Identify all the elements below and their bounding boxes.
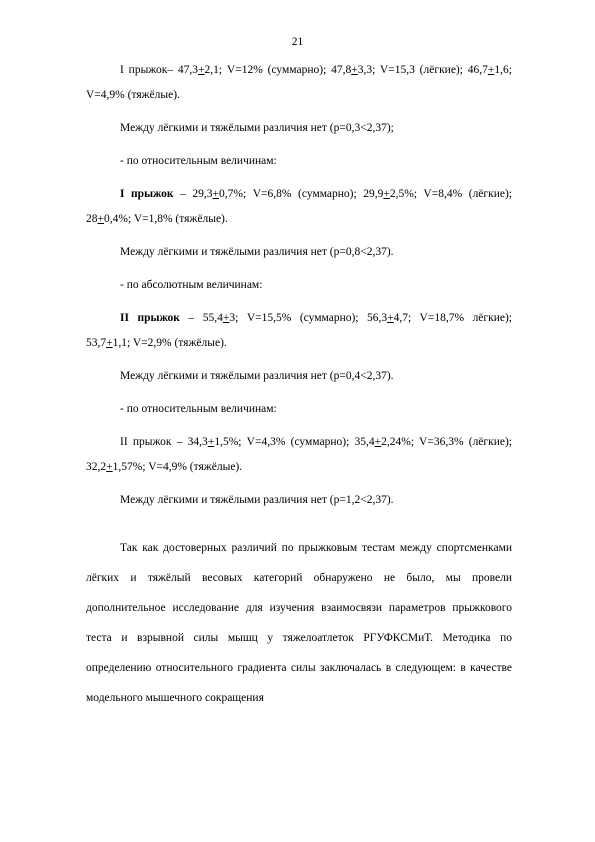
jump-label: I прыжок– [120, 64, 174, 76]
paragraph-jump2-relative: II прыжок – 34,3+1,5%; V=4,3% (суммарно); 35,4+2,24%; V=36,3% (лёгкие); 32,2+1,57%; V=4,9% (тяжёлые). [86, 436, 512, 473]
paragraph-method-intro: Так как достоверных различий по прыжковым тестам между спортсменками лёгких и тяжёлый весовых категорий обнаружено не было, мы провели дополнительное исследование для изучения взаимосвязи параметров прыжкового теста и взрывной силы мышц у тяжелоатлеток РГУФКСМиТ. Методика по определению относительного градиента силы заключалась в следующем: в качестве модельного мышечного сокращения [86, 542, 512, 704]
jump-label: II прыжок [120, 312, 180, 324]
paragraph-jump1-absolute: I прыжок– 47,3+2,1; V=12% (суммарно); 47,8+3,3; V=15,3 (лёгкие); 46,7+1,6; V=4,9% (тяжёлые). [86, 64, 512, 101]
paragraph-no-difference-1: Между лёгкими и тяжёлыми различия нет (p=0,3<2,37); [120, 122, 394, 134]
paragraph-relative-values-2: - по относительным величинам: [120, 403, 277, 415]
paragraph-no-difference-2: Между лёгкими и тяжёлыми различия нет (p=0,8<2,37). [120, 246, 394, 258]
jump-label: II прыжок [120, 436, 172, 448]
paragraph-jump1-relative: I прыжок – 29,3+0,7%; V=6,8% (суммарно); 29,9+2,5%; V=8,4% (лёгкие); 28+0,4%; V=1,8% (тяжёлые). [86, 188, 513, 225]
spacer [86, 521, 512, 533]
page-number: 21 [291, 36, 304, 48]
document-body [86, 58, 512, 721]
jump-label: I прыжок [120, 188, 174, 200]
paragraph-jump2-absolute: II прыжок – 55,4+3; V=15,5% (суммарно); 56,3+4,7; V=18,7% лёгкие); 53,7+1,1; V=2,9% (тяжёлые). [86, 312, 512, 349]
paragraph-absolute-values: - по абсолютным величинам: [120, 279, 263, 291]
paragraph-no-difference-4: Между лёгкими и тяжёлыми различия нет (p=1,2<2,37). [120, 494, 394, 506]
paragraph-relative-values-1: - по относительным величинам: [120, 155, 277, 167]
paragraph-no-difference-3: Между лёгкими и тяжёлыми различия нет (p=0,4<2,37). [120, 370, 394, 382]
